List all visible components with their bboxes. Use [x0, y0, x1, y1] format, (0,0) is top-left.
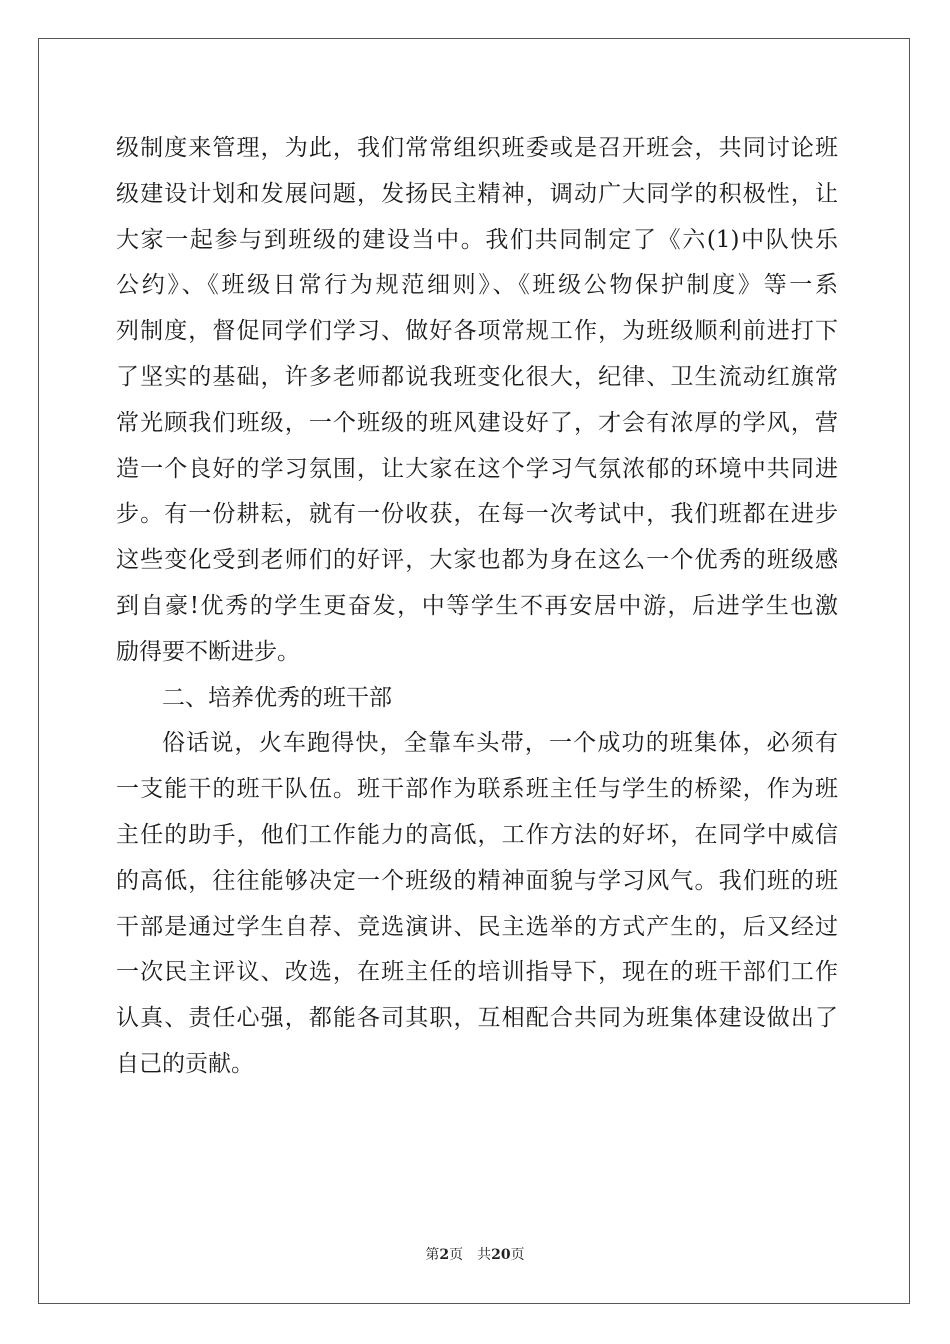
- text-line: 造一个良好的学习氛围，让大家在这个学习气氛浓郁的环境中共同进: [116, 455, 838, 482]
- total-suffix: 页: [510, 1247, 525, 1263]
- page-footer: [0, 1244, 950, 1264]
- text-line: 级建设计划和发展问题，发扬民主精神，调动广大同学的积极性，让: [116, 180, 838, 207]
- text-line: 的高低，往往能够决定一个班级的精神面貌与学习风气。我们班的班: [116, 867, 838, 894]
- text-line: 步。有一份耕耘，就有一份收获，在每一次考试中，我们班都在进步: [116, 501, 838, 528]
- text-line: 常光顾我们班级，一个班级的班风建设好了，才会有浓厚的学风，营: [116, 409, 838, 436]
- text-line: 了坚实的基础，许多老师都说我班变化很大，纪律、卫生流动红旗常: [116, 363, 838, 390]
- text-line: 一支能干的班干队伍。班干部作为联系班主任与学生的桥梁，作为班: [116, 776, 838, 803]
- paragraph-class-cadres: [116, 721, 838, 1087]
- text-line: 公约》、《班级日常行为规范细则》、《班级公物保护制度》等一系: [116, 272, 838, 299]
- text-line: 认真、责任心强，都能各司其职，互相配合共同为班集体建设做出了: [116, 1005, 838, 1032]
- page-suffix: 页: [449, 1247, 464, 1263]
- text-line: 级制度来管理，为此，我们常常组织班委或是召开班会，共同讨论班: [116, 135, 838, 161]
- text-line: 大家一起参与到班级的建设当中。我们共同制定了《六(1)中队快乐: [116, 226, 838, 253]
- total-page-number: 20: [491, 1247, 511, 1263]
- text-line: 一次民主评议、改选，在班主任的培训指导下，现在的班干部们工作: [116, 959, 838, 986]
- text-line: 这些变化受到老师们的好评，大家也都为身在这么一个优秀的班级感: [116, 547, 838, 574]
- text-line: 到自豪!优秀的学生更奋发，中等学生不再安居中游，后进学生也激: [116, 592, 838, 619]
- text-line: 俗话说，火车跑得快，全靠车头带，一个成功的班集体，必须有: [162, 730, 838, 757]
- paragraph-class-management: [116, 126, 838, 676]
- text-line: 励得要不断进步。: [116, 638, 300, 665]
- text-line: 自己的贡献。: [116, 1050, 254, 1077]
- text-line: 主任的助手，他们工作能力的高低，工作方法的好坏，在同学中威信: [116, 821, 838, 848]
- current-page-number: 2: [439, 1247, 450, 1263]
- page-prefix: 第: [425, 1247, 440, 1263]
- text-line: 列制度，督促同学们学习、做好各项常规工作，为班级顺利前进打下: [116, 318, 838, 345]
- document-body: [116, 126, 838, 1088]
- section-heading: 二、培养优秀的班干部: [162, 684, 392, 711]
- total-prefix: 共: [477, 1247, 492, 1263]
- text-line: 干部是通过学生自荐、竞选演讲、民主选举的方式产生的，后又经过: [116, 913, 838, 940]
